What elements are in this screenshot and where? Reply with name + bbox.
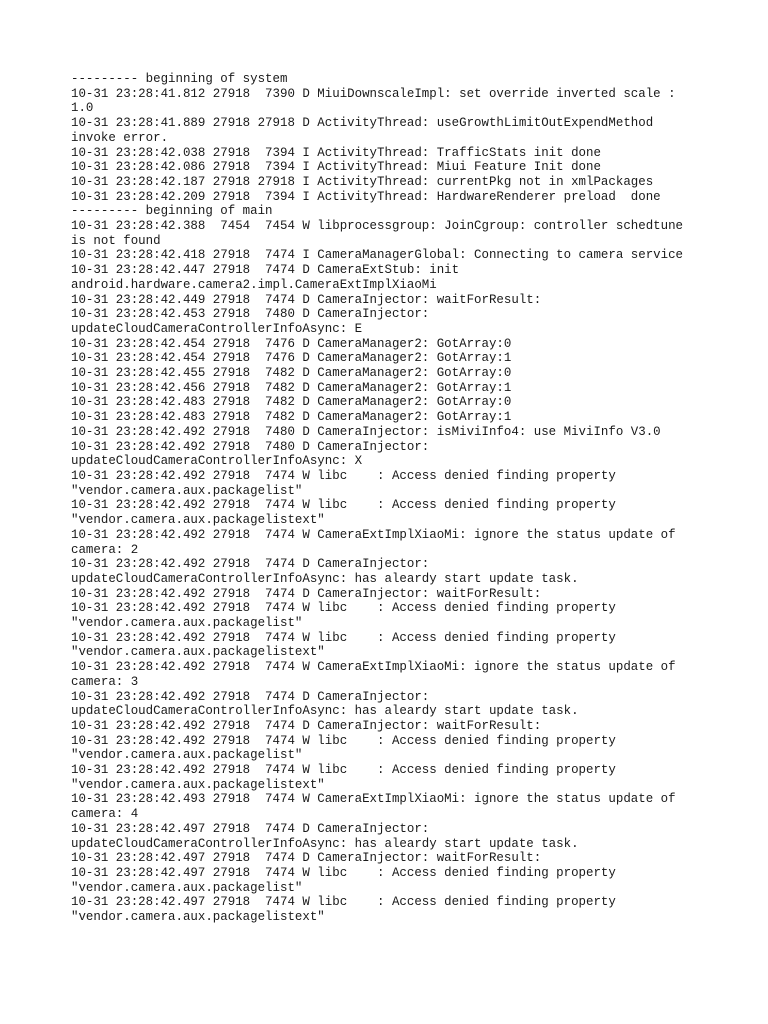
- log-line: 10-31 23:28:41.889 27918 27918 D ActivityThread: useGrowthLimitOutExpendMethod: [71, 116, 654, 131]
- log-line: updateCloudCameraControllerInfoAsync: E: [71, 321, 363, 336]
- log-line: 10-31 23:28:42.492 27918 7474 W libc : Access denied finding property: [71, 498, 616, 513]
- log-line: 10-31 23:28:42.492 27918 7474 W libc : Access denied finding property: [71, 763, 616, 778]
- log-line: 10-31 23:28:42.453 27918 7480 D CameraInjector:: [71, 307, 430, 322]
- log-line: 10-31 23:28:42.497 27918 7474 W libc : Access denied finding property: [71, 895, 616, 910]
- log-line: 10-31 23:28:42.455 27918 7482 D CameraManager2: GotArray:0: [71, 366, 512, 381]
- log-line: 10-31 23:28:42.187 27918 27918 I ActivityThread: currentPkg not in xmlPackages: [71, 174, 654, 189]
- log-line: "vendor.camera.aux.packagelist": [71, 483, 303, 498]
- log-line: 10-31 23:28:42.447 27918 7474 D CameraExtStub: init: [71, 263, 460, 278]
- log-line: 10-31 23:28:42.492 27918 7474 W libc : Access denied finding property: [71, 468, 616, 483]
- log-line: --------- beginning of main: [71, 204, 273, 219]
- log-line: 10-31 23:28:42.497 27918 7474 D CameraInjector:: [71, 821, 430, 836]
- log-line: 10-31 23:28:41.812 27918 7390 D MiuiDownscaleImpl: set override inverted scale :: [71, 86, 676, 101]
- log-line: 10-31 23:28:42.086 27918 7394 I ActivityThread: Miui Feature Init done: [71, 160, 601, 175]
- log-line: 10-31 23:28:42.492 27918 7474 D CameraInjector:: [71, 557, 430, 572]
- log-line: 10-31 23:28:42.038 27918 7394 I ActivityThread: TrafficStats init done: [71, 145, 601, 160]
- log-line: 10-31 23:28:42.497 27918 7474 W libc : Access denied finding property: [71, 865, 616, 880]
- log-line: 10-31 23:28:42.497 27918 7474 D CameraInjector: waitForResult:: [71, 851, 542, 866]
- log-line: is not found: [71, 233, 161, 248]
- log-line: 10-31 23:28:42.454 27918 7476 D CameraManager2: GotArray:1: [71, 351, 512, 366]
- log-line: 10-31 23:28:42.449 27918 7474 D CameraInjector: waitForResult:: [71, 292, 542, 307]
- log-line: 10-31 23:28:42.454 27918 7476 D CameraManager2: GotArray:0: [71, 336, 512, 351]
- log-line: 1.0: [71, 101, 94, 116]
- log-line: 10-31 23:28:42.492 27918 7474 D CameraInjector: waitForResult:: [71, 586, 542, 601]
- log-line: camera: 2: [71, 542, 139, 557]
- log-line: "vendor.camera.aux.packagelistext": [71, 777, 325, 792]
- log-line: updateCloudCameraControllerInfoAsync: has aleardy start update task.: [71, 571, 579, 586]
- log-line: camera: 3: [71, 674, 139, 689]
- log-line: updateCloudCameraControllerInfoAsync: has aleardy start update task.: [71, 836, 579, 851]
- log-output: [71, 72, 761, 925]
- log-line: "vendor.camera.aux.packagelist": [71, 880, 303, 895]
- log-line: "vendor.camera.aux.packagelistext": [71, 645, 325, 660]
- log-line: invoke error.: [71, 130, 169, 145]
- log-line: 10-31 23:28:42.492 27918 7474 W CameraExtImplXiaoMi: ignore the status update of: [71, 527, 676, 542]
- log-line: 10-31 23:28:42.492 27918 7474 D CameraInjector:: [71, 689, 430, 704]
- log-line: updateCloudCameraControllerInfoAsync: X: [71, 454, 363, 469]
- log-line: "vendor.camera.aux.packagelist": [71, 616, 303, 631]
- log-line: 10-31 23:28:42.492 27918 7474 W libc : Access denied finding property: [71, 733, 616, 748]
- log-line: 10-31 23:28:42.492 27918 7474 W libc : Access denied finding property: [71, 601, 616, 616]
- log-line: 10-31 23:28:42.209 27918 7394 I ActivityThread: HardwareRenderer preload done: [71, 189, 661, 204]
- log-line: android.hardware.camera2.impl.CameraExtImplXiaoMi: [71, 277, 437, 292]
- log-line: 10-31 23:28:42.418 27918 7474 I CameraManagerGlobal: Connecting to camera service: [71, 248, 684, 263]
- log-line: 10-31 23:28:42.388 7454 7454 W libprocessgroup: JoinCgroup: controller schedtune: [71, 219, 684, 234]
- log-line: 10-31 23:28:42.483 27918 7482 D CameraManager2: GotArray:1: [71, 410, 512, 425]
- log-line: 10-31 23:28:42.492 27918 7474 D CameraInjector: waitForResult:: [71, 718, 542, 733]
- log-line: 10-31 23:28:42.483 27918 7482 D CameraManager2: GotArray:0: [71, 395, 512, 410]
- log-line: updateCloudCameraControllerInfoAsync: has aleardy start update task.: [71, 704, 579, 719]
- log-line: "vendor.camera.aux.packagelistext": [71, 910, 325, 925]
- log-line: 10-31 23:28:42.492 27918 7480 D CameraInjector: isMiviInfo4: use MiviInfo V3.0: [71, 424, 661, 439]
- log-line: --------- beginning of system: [71, 72, 288, 86]
- log-line: 10-31 23:28:42.492 27918 7474 W CameraExtImplXiaoMi: ignore the status update of: [71, 660, 676, 675]
- log-line: 10-31 23:28:42.492 27918 7480 D CameraInjector:: [71, 439, 430, 454]
- log-line: 10-31 23:28:42.456 27918 7482 D CameraManager2: GotArray:1: [71, 380, 512, 395]
- log-line: camera: 4: [71, 807, 139, 822]
- log-line: "vendor.camera.aux.packagelist": [71, 748, 303, 763]
- log-line: "vendor.camera.aux.packagelistext": [71, 513, 325, 528]
- log-line: 10-31 23:28:42.493 27918 7474 W CameraExtImplXiaoMi: ignore the status update of: [71, 792, 676, 807]
- log-line: 10-31 23:28:42.492 27918 7474 W libc : Access denied finding property: [71, 630, 616, 645]
